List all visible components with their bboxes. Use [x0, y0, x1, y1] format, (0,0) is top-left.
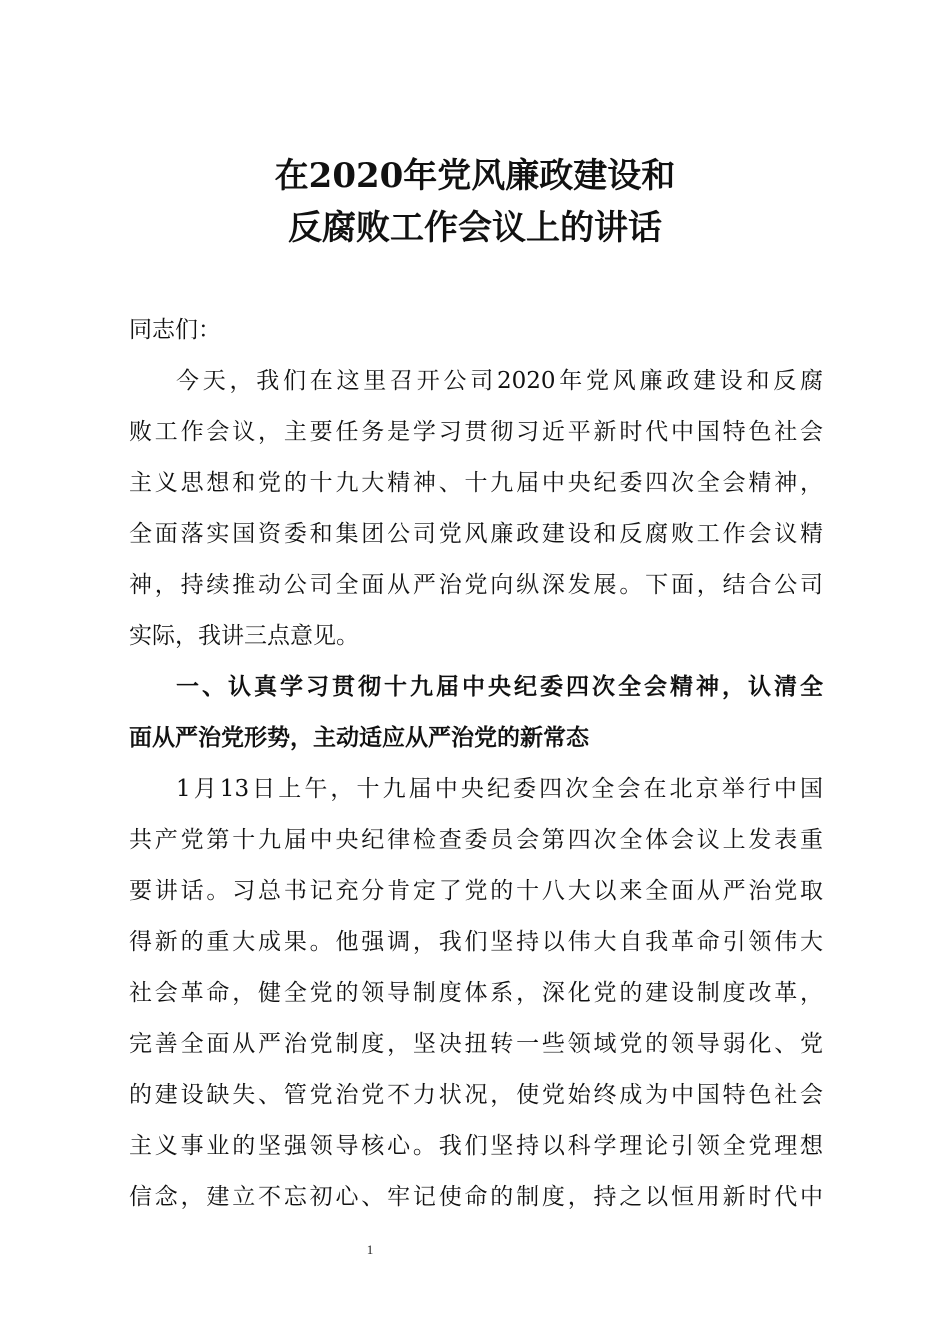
paragraph-line: 要讲话。习总书记充分肯定了党的十八大以来全面从严治党取 [129, 878, 823, 904]
paragraph-line: 全面落实国资委和集团公司党风廉政建设和反腐败工作会议精 [129, 521, 823, 547]
page-number: 1 [366, 1242, 374, 1257]
paragraph-line: 信念，建立不忘初心、牢记使命的制度，持之以恒用新时代中 [129, 1184, 823, 1210]
paragraph-line: 今天，我们在这里召开公司2020年党风廉政建设和反腐 [176, 368, 823, 394]
heading-line: 面从严治党形势，主动适应从严治党的新常态 [129, 725, 589, 751]
paragraph-line: 社会革命，健全党的领导制度体系，深化党的建设制度改革， [129, 980, 823, 1006]
document-title [0, 150, 950, 254]
paragraph-line: 主义思想和党的十九大精神、十九届中央纪委四次全会精神， [129, 470, 823, 496]
salutation: 同志们： [129, 317, 221, 343]
paragraph-line: 主义事业的坚强领导核心。我们坚持以科学理论引领全党理想 [129, 1133, 823, 1159]
paragraph-line: 1月13日上午，十九届中央纪委四次全会在北京举行中国 [176, 776, 823, 802]
paragraph-line: 完善全面从严治党制度，坚决扭转一些领域党的领导弱化、党 [129, 1031, 823, 1057]
paragraph-line: 神，持续推动公司全面从严治党向纵深发展。下面，结合公司 [129, 572, 823, 598]
title-line-1: 在2020年党风廉政建设和 [274, 156, 676, 196]
paragraph-1 [129, 356, 823, 662]
paragraph-line: 得新的重大成果。他强调，我们坚持以伟大自我革命引领伟大 [129, 929, 823, 955]
paragraph-line: 共产党第十九届中央纪律检查委员会第四次全体会议上发表重 [129, 827, 823, 853]
paragraph-line: 实际，我讲三点意见。 [129, 623, 359, 649]
paragraph-line: 败工作会议，主要任务是学习贯彻习近平新时代中国特色社会 [129, 419, 823, 445]
section-heading-1 [129, 662, 823, 764]
heading-line: 一、认真学习贯彻十九届中央纪委四次全会精神，认清全 [176, 674, 823, 700]
paragraph-2 [129, 764, 823, 1223]
title-line-2: 反腐败工作会议上的讲话 [288, 208, 662, 248]
paragraph-line: 的建设缺失、管党治党不力状况，使党始终成为中国特色社会 [129, 1082, 823, 1108]
